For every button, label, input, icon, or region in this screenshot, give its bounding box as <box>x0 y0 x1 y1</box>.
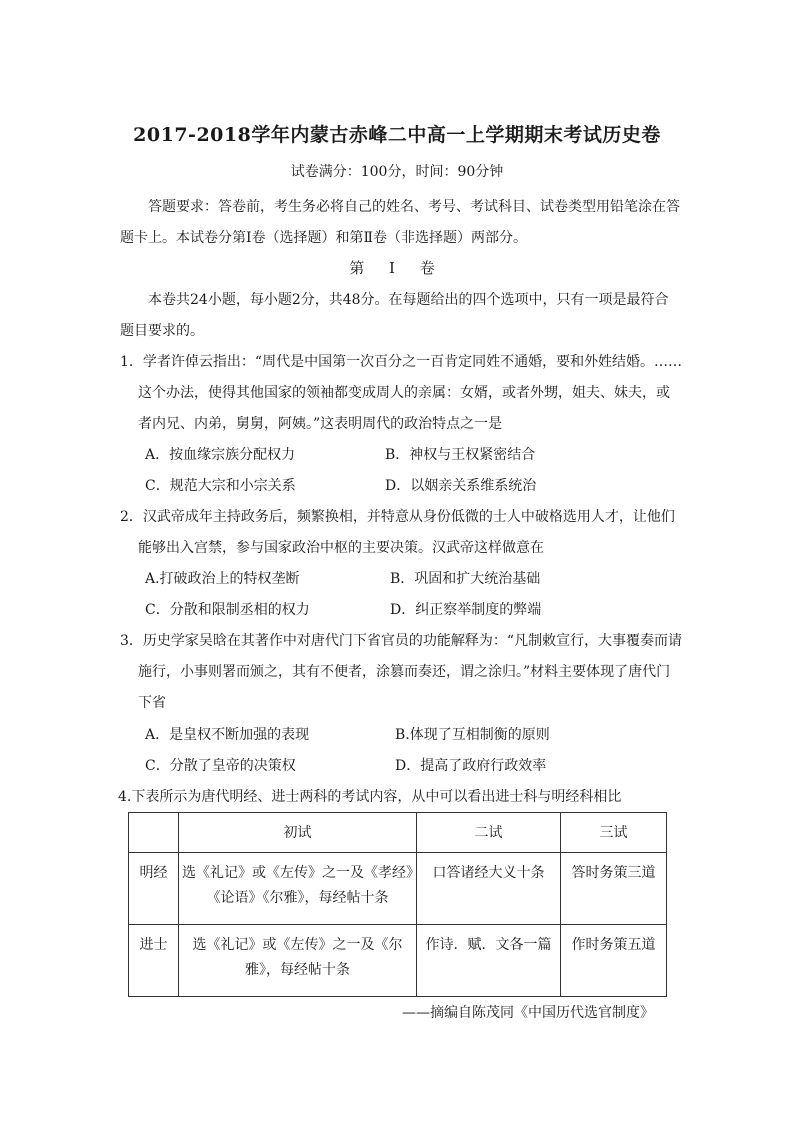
option-a[interactable]: A．按血缘宗族分配权力 <box>145 447 296 463</box>
option-b[interactable]: B．神权与王权紧密结合 <box>385 447 536 463</box>
option-b[interactable]: B．巩固和扩大统治基础 <box>390 571 541 587</box>
question-text-line: 能够出入宫禁，参与国家政治中枢的主要决策。汉武帝这样做意在 <box>138 540 544 556</box>
volume-intro-line: 题目要求的。 <box>120 323 204 339</box>
option-d[interactable]: D．纠正察举制度的弊端 <box>390 602 542 618</box>
table-cell: 进士 <box>129 925 179 997</box>
table-header-cell <box>129 813 179 853</box>
option-d[interactable]: D．提高了政府行政效率 <box>395 758 547 774</box>
table-cell: 作时务策五道 <box>561 925 667 997</box>
question-text-line: 3．历史学家吴晗在其著作中对唐代门下省官员的功能解释为：“凡制敕宣行，大事覆奏而请 <box>120 633 683 649</box>
table-cell: 答时务策三道 <box>561 853 667 925</box>
option-d[interactable]: D．以姻亲关系维系统治 <box>385 478 537 494</box>
option-b[interactable]: B.体现了互相制衡的原则 <box>395 727 550 743</box>
question-text-line: 这个办法，使得其他国家的领袖都变成周人的亲属：女婿，或者外甥，姐夫、妹夫，或 <box>138 385 670 401</box>
table-row <box>129 853 667 925</box>
option-c[interactable]: C．规范大宗和小宗关系 <box>145 478 296 494</box>
question-text-line: 者内兄、内弟，舅舅，阿姨。”这表明周代的政治特点之一是 <box>138 416 503 432</box>
instruction-line: 答题要求：答卷前，考生务必将自己的姓名、考号、考试科目、试卷类型用铅笔涂在答 <box>148 199 680 215</box>
exam-title: 2017-2018学年内蒙古赤峰二中高一上学期期末考试历史卷 <box>133 124 661 146</box>
table-header-cell: 二试 <box>417 813 561 853</box>
question-text-line: 4.下表所示为唐代明经、进士两科的考试内容，从中可以看出进士科与明经科相比 <box>118 789 622 805</box>
option-a[interactable]: A.打破政治上的特权垄断 <box>145 571 300 587</box>
table-cell: 作诗．赋．文各一篇 <box>417 925 561 997</box>
exam-content-table <box>128 812 667 997</box>
table-cell: 口答诸经大义十条 <box>417 853 561 925</box>
question-text-line: 2．汉武帝成年主持政务后，频繁换相，并特意从身份低微的士人中破格选用人才，让他们 <box>120 509 675 525</box>
question-text-line: 施行，小事则署而颁之，其有不便者，涂篡而奏还，谓之涂归。”材料主要体现了唐代门 <box>138 664 671 680</box>
question-text-line: 1．学者许倬云指出：“周代是中国第一次百分之一百肯定同姓不通婚，要和外姓结婚。…… <box>120 354 683 370</box>
table-header-cell: 三试 <box>561 813 667 853</box>
instruction-line: 题卡上。本试卷分第Ⅰ卷（选择题）和第Ⅱ卷（非选择题）两部分。 <box>120 230 528 246</box>
table-row <box>129 925 667 997</box>
option-c[interactable]: C．分散和限制丞相的权力 <box>145 602 310 618</box>
option-c[interactable]: C．分散了皇帝的决策权 <box>145 758 296 774</box>
table-cell: 选《礼记》或《左传》之一及《尔雅》，每经帖十条 <box>179 925 417 997</box>
table-cell: 选《礼记》或《左传》之一及《孝经》《论语》《尔雅》，每经帖十条 <box>179 853 417 925</box>
exam-subtitle: 试卷满分：100分，时间：90分钟 <box>290 164 504 180</box>
table-header-cell: 初试 <box>179 813 417 853</box>
table-cell: 明经 <box>129 853 179 925</box>
option-a[interactable]: A．是皇权不断加强的表现 <box>145 727 310 743</box>
volume-heading: 第 Ⅰ 卷 <box>349 259 445 277</box>
volume-intro-line: 本卷共24小题，每小题2分，共48分。在每题给出的四个选项中，只有一项是最符合 <box>148 292 669 308</box>
table-source-citation: ——摘编自陈茂同《中国历代选官制度》 <box>402 1005 654 1021</box>
question-text-line: 下省 <box>138 695 166 711</box>
table-header-row <box>129 813 667 853</box>
